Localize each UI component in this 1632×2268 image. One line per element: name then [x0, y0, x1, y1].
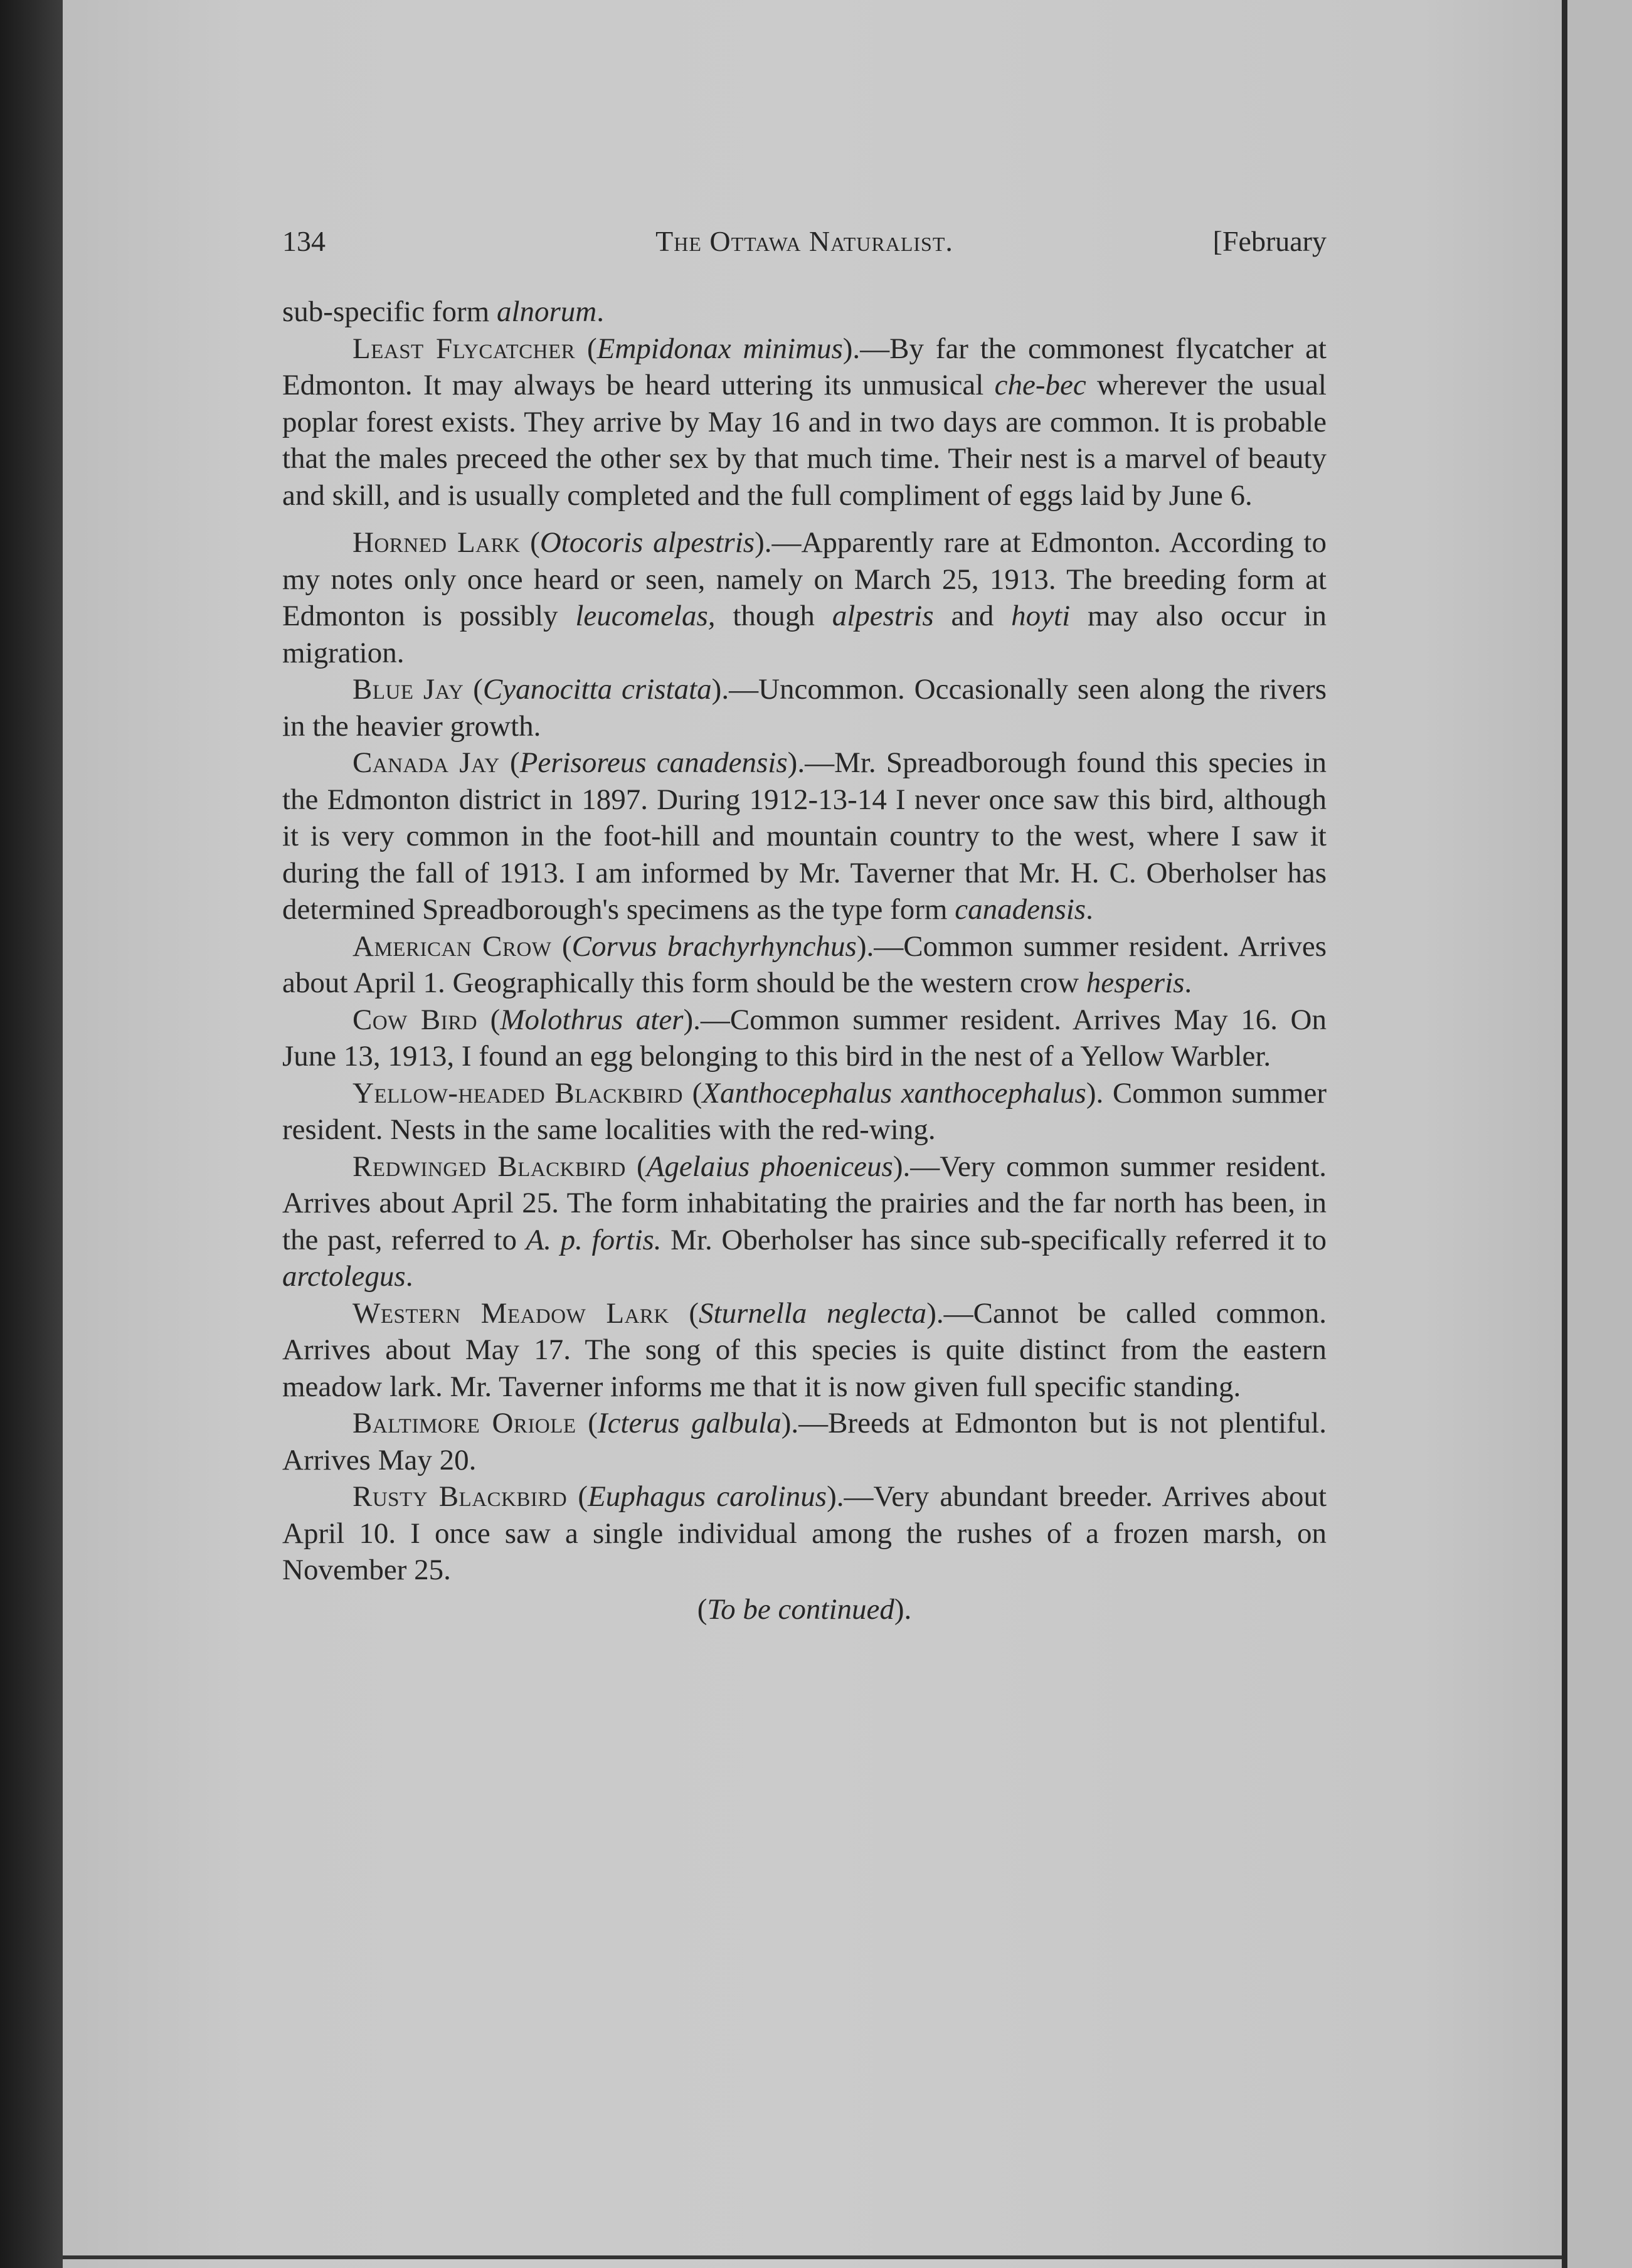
continuation-paragraph: sub-specific form alnorum. — [282, 295, 604, 328]
issue-month: [February — [1212, 225, 1327, 257]
latin-name: Corvus brachyrhynchus — [571, 930, 857, 963]
latin-name: Euphagus carolinus — [588, 1480, 827, 1513]
latin-name: alnorum — [496, 295, 597, 328]
species-name: Baltimore Oriole — [352, 1407, 576, 1439]
species-name: Canada Jay — [352, 746, 500, 779]
species-entry: Yellow-headed Blackbird (Xanthocephalus xanthocephalus). Common summer resident. Nests in the same localities with the red-wing. — [282, 1076, 1327, 1146]
latin-name: Icterus galbula — [597, 1407, 782, 1439]
species-name: Rusty Blackbird — [352, 1480, 568, 1513]
page-header — [282, 220, 1327, 263]
latin-name: Xanthocephalus xanthocephalus — [702, 1076, 1086, 1110]
species-entry: Cow Bird (Molothrus ater).—Common summer resident. Arrives May 16. On June 13, 1913, I found an egg belonging to this bird in the nest of a Yellow Warbler. — [282, 1003, 1327, 1073]
latin-name: Agelaius phoeniceus — [646, 1150, 893, 1183]
latin-name: Sturnella neglecta — [699, 1296, 927, 1330]
species-name: Redwinged Blackbird — [352, 1150, 626, 1183]
species-name: Cow Bird — [352, 1003, 478, 1036]
species-name: Yellow-headed Blackbird — [352, 1076, 683, 1110]
latin-name: Empidonax minimus — [596, 332, 843, 365]
article-body — [282, 294, 1327, 1628]
species-entry: American Crow (Corvus brachyrhynchus).—Common summer resident. Arrives about April 1. Geographically this form should be the western crow hesperis. — [282, 930, 1327, 999]
species-entry: Horned Lark (Otocoris alpestris).—Apparently rare at Edmonton. According to my notes only once heard or seen, namely on March 25, 1913. The breeding form at Edmonton is possibly leucomelas, though alpestris and hoyti may also occur in migration. — [282, 526, 1327, 669]
species-entry: Rusty Blackbird (Euphagus carolinus).—Very abundant breeder. Arrives about April 10. I once saw a single individual among the rushes of a frozen marsh, on November 25. — [282, 1480, 1327, 1586]
latin-name: Cyanocitta cristata — [482, 673, 712, 706]
running-head: The Ottawa Naturalist. — [655, 225, 953, 257]
scan-bottom-edge — [63, 2255, 1562, 2259]
latin-name: Otocoris alpestris — [539, 526, 755, 559]
species-entry: Least Flycatcher (Empidonax minimus).—By far the commonest flycatcher at Edmonton. It may always be heard uttering its unmusical che-bec wherever the usual poplar forest exists. They arrive by May 16 and in two days are common. It is probable that the males preceed the other sex by that much time. Their nest is a marvel of beauty and skill, and is usually completed and the full compliment of eggs laid by June 6. — [282, 332, 1327, 512]
scan-right-edge — [1562, 0, 1567, 2268]
species-name: Horned Lark — [352, 526, 521, 559]
species-entry: Blue Jay (Cyanocitta cristata).—Uncommon. Occasionally seen along the rivers in the heavier growth. — [282, 673, 1327, 743]
to-be-continued-note: (To be continued). — [697, 1592, 912, 1626]
page-number: 134 — [282, 225, 326, 257]
scan-left-edge — [0, 0, 63, 2268]
species-entry: Baltimore Oriole (Icterus galbula).—Breeds at Edmonton but is not plentiful. Arrives May 20. — [282, 1407, 1327, 1476]
species-name: Blue Jay — [352, 673, 464, 706]
species-entry: Redwinged Blackbird (Agelaius phoeniceus).—Very common summer resident. Arrives about April 25. The form inhabitating the prairies and the far north has been, in the past, referred to A. p. fortis. Mr. Oberholser has since sub-specifically referred it to arctolegus. — [282, 1150, 1327, 1293]
species-name: American Crow — [352, 930, 552, 963]
latin-name: Perisoreus canadensis — [519, 746, 788, 779]
species-name: Least Flycatcher — [352, 332, 576, 365]
species-entry: Western Meadow Lark (Sturnella neglecta).—Cannot be called common. Arrives about May 17. The song of this species is quite distinct from the eastern meadow lark. Mr. Taverner informs me that it is now given full specific standing. — [282, 1296, 1327, 1403]
species-entry: Canada Jay (Perisoreus canadensis).—Mr. Spreadborough found this species in the Edmonton district in 1897. During 1912-13-14 I never once saw this bird, although it is very common in the foot-hill and mountain country to the west, where I saw it during the fall of 1913. I am informed by Mr. Taverner that Mr. H. C. Oberholser has determined Spreadborough's specimens as the type form canadensis. — [282, 746, 1327, 926]
scan-right-margin — [1567, 0, 1632, 2268]
species-name: Western Meadow Lark — [352, 1296, 669, 1330]
latin-name: Molothrus ater — [500, 1003, 684, 1036]
